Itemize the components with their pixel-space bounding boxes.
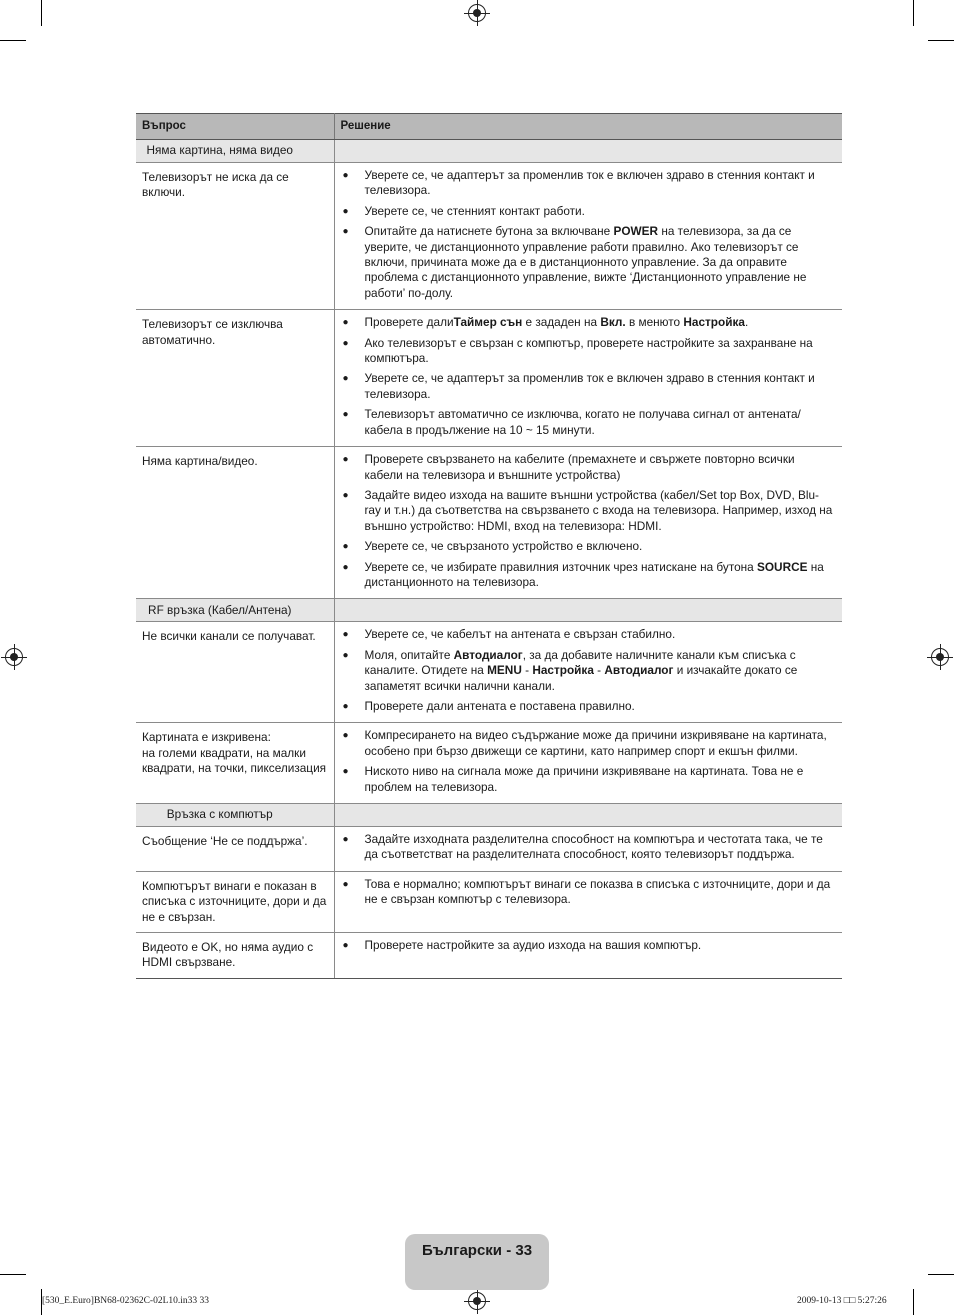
- solution-cell: [334, 723, 842, 804]
- solution-column-header: Решение: [334, 114, 842, 140]
- solution-list: [341, 728, 835, 795]
- solution-item: ● Телевизорът автоматично се изключва, когато не получава сигнал от антената/кабела в продължение на 10 ~ 15 минути.: [341, 407, 835, 438]
- section-row: [136, 804, 842, 827]
- section-row: [136, 599, 842, 622]
- question-cell: Компютърът винаги е показан в списъка с източниците, дори и да не е свързан.: [136, 871, 334, 932]
- solution-item: ● Задайте видео изхода на вашите външни устройства (кабел/Set top Box, DVD, Blu-ray и т.н.) да съответства на свързването с входа на телевизора. Например, изход на външно устройство: HDMI, вход на телевизора: HDMI.: [341, 488, 835, 534]
- solution-cell: [334, 163, 842, 310]
- crop-mark: [928, 1274, 954, 1275]
- solution-item: ● Проверете дали антената е поставена правилно.: [341, 699, 835, 714]
- question-cell: Няма картина/видео.: [136, 447, 334, 599]
- solution-item: ● Проверете далиТаймер сън е зададен на Вкл. в менюто Настройка.: [341, 315, 835, 330]
- solution-cell: [334, 622, 842, 723]
- solution-list: [341, 832, 835, 863]
- solution-list: [341, 877, 835, 908]
- registration-mark-icon: [468, 4, 486, 22]
- solution-list: [341, 315, 835, 438]
- question-cell: Телевизорът не иска да се включи.: [136, 163, 334, 310]
- section-title: RF връзка (Кабел/Антена): [136, 599, 334, 622]
- crop-mark: [0, 40, 26, 41]
- table-row: [136, 871, 842, 932]
- solution-list: [341, 627, 835, 714]
- solution-item: ● Уверете се, че адаптерът за променлив ток е включен здраво в стенния контакт и телевизора.: [341, 168, 835, 199]
- section-spacer: [334, 599, 842, 622]
- table-row: [136, 933, 842, 979]
- crop-mark: [41, 0, 42, 26]
- table-header-row: [136, 114, 842, 140]
- solution-item: ● Уверете се, че избирате правилния източник чрез натискане на бутона SOURCE на дистанционното на телевизора.: [341, 560, 835, 591]
- crop-mark: [928, 40, 954, 41]
- solution-cell: [334, 827, 842, 872]
- solution-item: ● Уверете се, че кабелът на антената е свързан стабилно.: [341, 627, 835, 642]
- solution-cell: [334, 871, 842, 932]
- footer-timestamp: 2009-10-13 □□ 5:27:26: [797, 1296, 887, 1306]
- solution-item: ● Компресирането на видео съдържание може да причини изкривяване на картината, особено при бързо движещи се картини, като например спорт и екшън филми.: [341, 728, 835, 759]
- section-row: [136, 140, 842, 163]
- solution-item: ● Уверете се, че адаптерът за променлив ток е включен здраво в стенния контакт и телевизора.: [341, 371, 835, 402]
- solution-item: ● Проверете свързването на кабелите (премахнете и свържете повторно всички кабели на телевизора и външните устройства): [341, 452, 835, 483]
- crop-mark: [913, 0, 914, 26]
- section-title: Връзка с компютър: [136, 804, 334, 827]
- solution-cell: [334, 447, 842, 599]
- solution-item: ● Проверете настройките за аудио изхода на вашия компютър.: [341, 938, 835, 953]
- table-row: [136, 622, 842, 723]
- table-row: [136, 827, 842, 872]
- table-row: [136, 447, 842, 599]
- table-row: [136, 163, 842, 310]
- footer-file-info: [530_E.Euro]BN68-02362C-02L10.in33 33: [42, 1296, 210, 1306]
- solution-item: ● Ако телевизорът е свързан с компютър, проверете настройките за захранване на компютъра.: [341, 336, 835, 367]
- solution-item: ● Уверете се, че свързаното устройство е включено.: [341, 539, 835, 554]
- question-cell: Съобщение ‘Не се поддържа’.: [136, 827, 334, 872]
- solution-item: ● Ниското ниво на сигнала може да причини изкривяване на картината. Това не е проблем на телевизора.: [341, 764, 835, 795]
- solution-cell: [334, 933, 842, 979]
- crop-mark: [0, 1274, 26, 1275]
- troubleshooting-table: [136, 113, 842, 979]
- registration-mark-icon: [5, 648, 23, 666]
- question-cell: Видеото е OK, но няма аудио с HDMI свързване.: [136, 933, 334, 979]
- solution-item: ● Уверете се, че стенният контакт работи.: [341, 204, 835, 219]
- section-spacer: [334, 804, 842, 827]
- section-spacer: [334, 140, 842, 163]
- table-row: [136, 310, 842, 447]
- crop-mark: [913, 1289, 914, 1315]
- table-body: [136, 140, 842, 979]
- solution-list: [341, 938, 835, 953]
- registration-mark-icon: [931, 648, 949, 666]
- page-number-badge: Български - 33: [405, 1234, 549, 1290]
- solution-item: ● Това е нормално; компютърът винаги се показва в списъка с източниците, дори и да не е свързан компютър с телевизора.: [341, 877, 835, 908]
- solution-cell: [334, 310, 842, 447]
- table-row: [136, 723, 842, 804]
- question-cell: Телевизорът се изключва автоматично.: [136, 310, 334, 447]
- solution-item: ● Моля, опитайте Автодиалог, за да добавите наличните канали към списъка с каналите. Отидете на MENU - Настройка - Автодиалог и изчакайте докато се запаметят всички налични канали.: [341, 648, 835, 694]
- question-cell: Картината е изкривена: на големи квадрати, на малки квадрати, на точки, пикселизация: [136, 723, 334, 804]
- question-cell: Не всички канали се получават.: [136, 622, 334, 723]
- section-title: Няма картина, няма видео: [136, 140, 334, 163]
- question-column-header: Въпрос: [136, 114, 334, 140]
- registration-mark-icon: [468, 1292, 486, 1310]
- solution-item: ● Опитайте да натиснете бутона за включване POWER на телевизора, за да се уверите, че дистанционното управление работи правилно. Ако телевизорът се включи, причината може да е в дистанционното управление. За да оправите проблема с дистанционното управление, вижте ‘Дистанционното управление не работи’ по-долу.: [341, 224, 835, 301]
- solution-list: [341, 452, 835, 590]
- solution-item: ● Задайте изходната разделителна способност на компютъра и честотата така, че те да съответстват на разделителната способност, която телевизорът поддържа.: [341, 832, 835, 863]
- solution-list: [341, 168, 835, 301]
